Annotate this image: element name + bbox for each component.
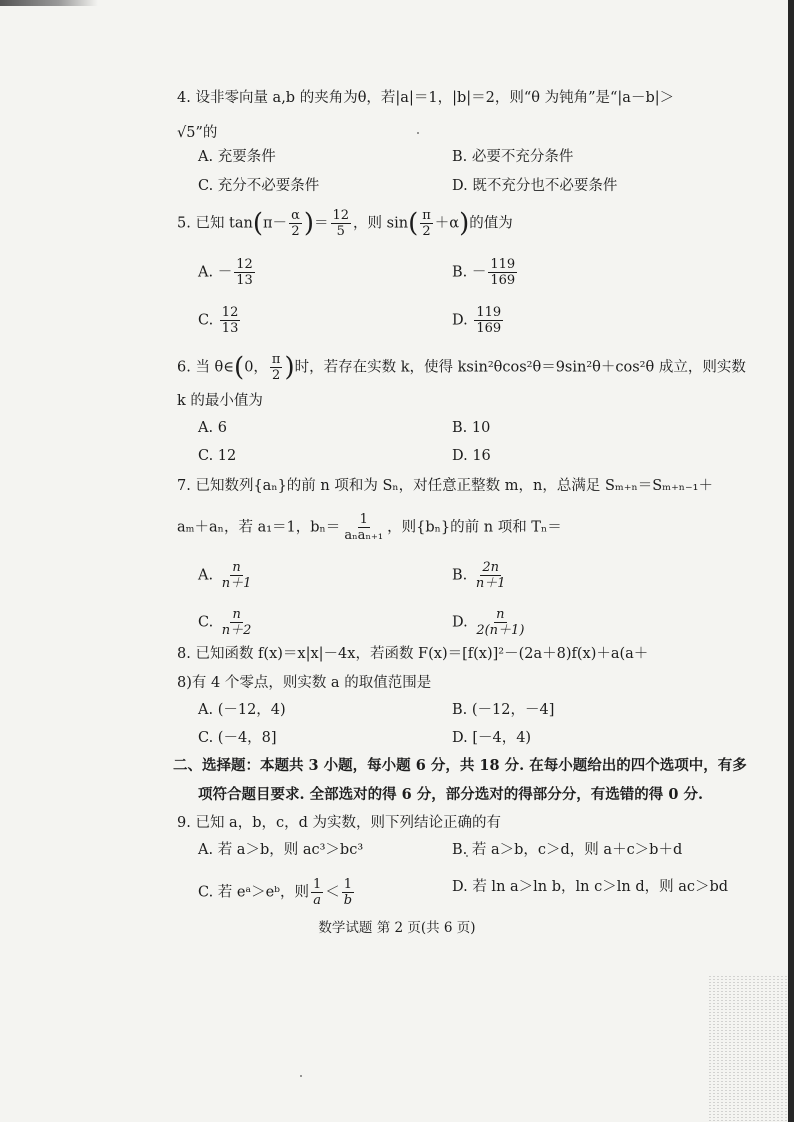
q8-option-d: D. [－4，4) (452, 730, 532, 746)
q4-stem-line1: 4. 设非零向量 a,b 的夹角为θ，若|a|＝1，|b|＝2，则“θ 为钝角”是“|a－b|＞ (177, 90, 675, 106)
q4-option-b: B. 必要不充分条件 (452, 149, 574, 165)
q5-option-d: D. $\frac{119}{169}$ (452, 305, 502, 336)
q6-stem-line1: 6. 当 θ∈(0， $\frac{\pi}{2}$ )时，若存在实数 k，使得 ksin²θcos²θ＝9sin²θ＋cos²θ 成立，则实数 (177, 352, 746, 383)
q6-interval: 0， (244, 359, 268, 376)
q7-stem-line1: 7. 已知数列{aₙ}的前 n 项和为 Sₙ，对任意正整数 m，n，总满足 Sₘ₊ₙ＝Sₘ₊ₙ₋₁＋ (177, 478, 713, 494)
scan-mark-top (0, 0, 98, 6)
q7-option-d: D. $\frac{n}{2(n+1)}$ (452, 607, 525, 638)
q4-option-d: D. 既不充分也不必要条件 (452, 178, 618, 194)
q8-option-c: C. (－4，8] (198, 730, 277, 746)
q5-option-c: C. $\frac{12}{13}$ (198, 305, 239, 336)
q5-frac-alpha-half: $\frac{\alpha}{2}$ (291, 208, 300, 239)
q4-stem-line2: √5”的 (177, 125, 218, 141)
scan-dot (300, 1075, 302, 1077)
scan-noise (708, 975, 788, 1122)
q7-stem-line2 (177, 512, 562, 543)
q7-option-b: B. $\frac{2n}{n+1}$ (452, 560, 506, 591)
q6-frac-pi-half: $\frac{\pi}{2}$ (271, 352, 281, 383)
q5-arg1: π－ (263, 215, 288, 232)
q5-equals: ＝ (314, 215, 329, 232)
q6-prefix: 6. 当 θ∈ (177, 359, 235, 376)
q9-stem: 9. 已知 a，b，c，d 为实数，则下列结论正确的有 (177, 815, 501, 831)
q6-stem-line2: k 的最小值为 (177, 393, 263, 409)
q7-frac-bn: $\frac{1}{\text{aₙaₙ₊₁}}$ (344, 512, 384, 543)
q4-option-a: A. 充要条件 (198, 149, 276, 165)
scan-edge-right (788, 0, 794, 1122)
q7-suffix: ，则{bₙ}的前 n 项和 Tₙ＝ (387, 519, 562, 536)
q8-stem-line2: 8)有 4 个零点，则实数 a 的取值范围是 (177, 675, 432, 691)
section2-heading-line2: 项符合题目要求. 全部选对的得 6 分，部分选对的得部分分，有选错的得 0 分. (198, 786, 704, 803)
q9-option-c: C. 若 eᵃ＞eᵇ，则 $\frac{1}{a}$ ＜ $\frac{1}{b}$ (198, 877, 353, 908)
q6-option-a: A. 6 (198, 420, 227, 436)
q6-option-c: C. 12 (198, 448, 237, 464)
q4-option-c: C. 充分不必要条件 (198, 178, 320, 194)
q5-arg2: ＋α (434, 215, 460, 232)
q8-stem-line1: 8. 已知函数 f(x)＝x|x|－4x，若函数 F(x)＝[f(x)]²－(2a＋8)f(x)＋a(a＋ (177, 646, 649, 662)
q5-frac-pi-half: $\frac{\pi}{2}$ (422, 208, 431, 239)
q7-prefix: aₘ＋aₙ，若 a₁＝1，bₙ＝ (177, 519, 341, 536)
q5-suffix: 的值为 (469, 215, 513, 232)
q5-stem: 5. 已知 tan(π－ $\frac{\alpha}{2}$ )＝ $\frac{12}{5}$ ，则 sin( $\frac{\pi}{2}$ ＋α)的值为 (177, 208, 513, 239)
q5-mid: ，则 sin (353, 215, 409, 232)
q7-option-c: C. $\frac{n}{n+2}$ (198, 607, 252, 638)
q6-suffix: 时，若存在实数 k，使得 ksin²θcos²θ＝9sin²θ＋cos²θ 成立，则实数 (294, 359, 746, 376)
q5-option-a: A. － $\frac{12}{13}$ (198, 257, 253, 288)
q8-option-a: A. (－12，4) (198, 702, 286, 718)
q5-frac-value: $\frac{12}{5}$ (332, 208, 350, 239)
q5-option-b: B. － $\frac{119}{169}$ (452, 257, 516, 288)
scan-dot (417, 132, 419, 134)
q7-option-a: A. $\frac{n}{n+1}$ (198, 560, 252, 591)
q5-prefix: 5. 已知 tan (177, 215, 253, 232)
q6-option-b: B. 10 (452, 420, 491, 436)
q9-option-b: B. 若 a＞b，c＞d，则 a＋c＞b＋d (452, 842, 683, 858)
q6-option-d: D. 16 (452, 448, 491, 464)
section2-heading-line1: 二、选择题：本题共 3 小题，每小题 6 分，共 18 分. 在每小题给出的四个选项中，有多 (173, 757, 747, 774)
q8-option-b: B. (－12，－4] (452, 702, 555, 718)
q9-option-a: A. 若 a＞b，则 ac³＞bc³ (198, 842, 364, 858)
q9-option-d: D. 若 ln a＞ln b，ln c＞ln d，则 ac＞bd (452, 879, 729, 895)
page-footer: 数学试题 第 2 页(共 6 页) (318, 920, 476, 936)
